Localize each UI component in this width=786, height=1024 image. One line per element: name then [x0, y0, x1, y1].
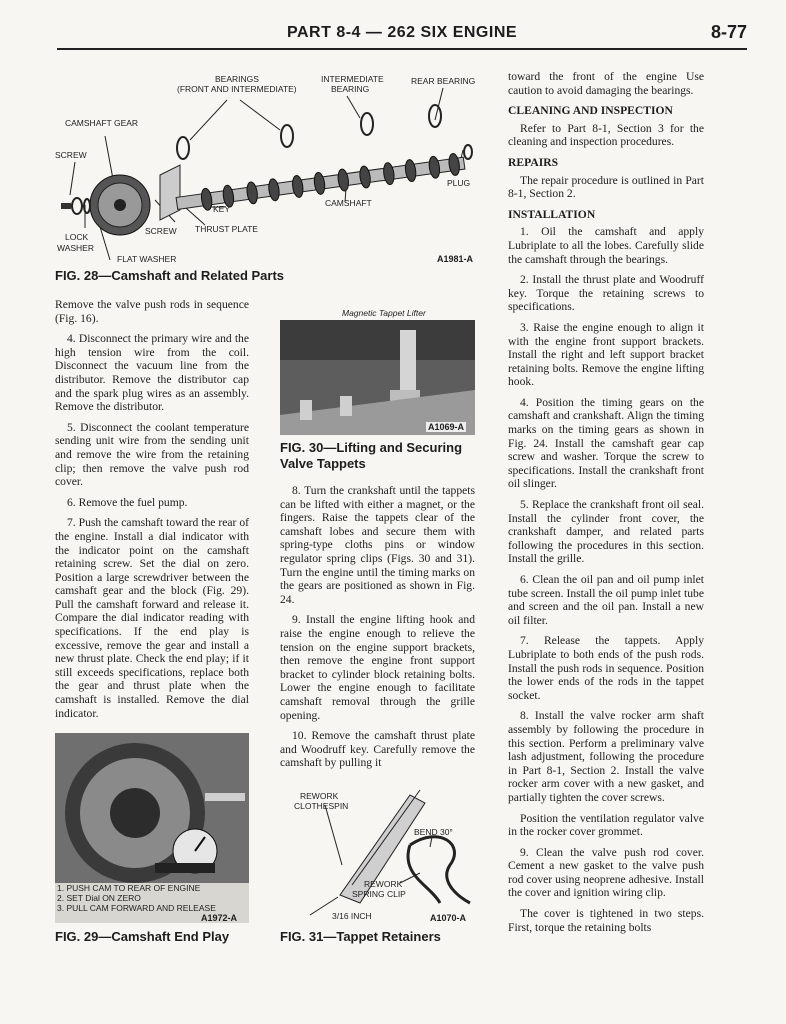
paragraph: 5. Replace the crankshaft front oil seal. Install the cylinder front cover, the crankshaft damper, and related parts following the procedures in this section. Install the grille. — [508, 498, 704, 566]
page-header — [57, 18, 747, 50]
paragraph: 9. Install the engine lifting hook and raise the engine enough to relieve the tension on the engine support brackets, then remove the engine front support bracket to cylinder block retaining bolts. Lower the engine enough to facilitate camshaft removal through the grille opening. — [280, 613, 475, 722]
label-rework: REWORK — [300, 791, 339, 801]
label-inch: 3/16 INCH — [332, 911, 372, 921]
label-washer: WASHER — [57, 243, 94, 253]
left-column — [55, 298, 249, 727]
label-bearings-sub: (FRONT AND INTERMEDIATE) — [177, 84, 297, 94]
label-rework-2: REWORK — [364, 879, 403, 889]
paragraph: 7. Release the tappets. Apply Lubriplate to both ends of the push rods. Install the push rods in sequence. Position the lower ends of the rods in the tappet socket. — [508, 634, 704, 702]
label-rear-bearing: REAR BEARING — [411, 76, 476, 86]
step-1: 1. PUSH CAM TO REAR OF ENGINE — [57, 883, 201, 893]
label-bearings: BEARINGS — [215, 74, 259, 84]
paragraph: Position the ventilation regulator valve in the rocker cover grommet. — [508, 811, 704, 839]
figure-code: A1069-A — [428, 422, 465, 432]
figure-caption-31: FIG. 31—Tappet Retainers — [280, 929, 441, 944]
paragraph: Remove the valve push rods in sequence (Fig. 16). — [55, 298, 249, 325]
paragraph: Refer to Part 8-1, Section 3 for the cleaning and inspection procedures. — [508, 121, 704, 149]
label-screw-2: SCREW — [145, 226, 177, 236]
figure-caption-30: FIG. 30—Lifting and Securing Valve Tappets — [280, 440, 463, 471]
label-screw: SCREW — [55, 150, 87, 160]
step-2: 2. SET Dial ON ZERO — [57, 893, 141, 903]
label-camshaft-gear: CAMSHAFT GEAR — [65, 118, 139, 128]
camshaft-drawing — [55, 70, 485, 268]
step-3: 3. PULL CAM FORWARD AND RELEASE — [57, 903, 216, 913]
paragraph: 6. Remove the fuel pump. — [67, 495, 188, 509]
label-spring-clip: SPRING CLIP — [352, 889, 406, 899]
paragraph: The repair procedure is outlined in Part 8-1, Section 2. — [508, 173, 704, 201]
label-plug: PLUG — [447, 178, 471, 188]
paragraph: 7. Push the camshaft toward the rear of the engine. Install a dial indicator with the indicator point on the camshaft retaining screw. Set the dial on zero. Position a large screwdriver between the camshaft gear and the block (Fig. 29). Pull the camshaft forward and release it. Compare the dial indicator reading with specifications. If the end play is excessive, remove the gear and install a new thrust plate. Check the end play; if it still exceeds specifications, replace both the gear and thrust plate when the camshaft is installed. Remove the dial indicator. — [55, 516, 249, 720]
camshaft-end-play-photo — [55, 733, 249, 923]
middle-column — [280, 484, 475, 777]
page-title: PART 8-4 — 262 SIX ENGINE — [287, 24, 518, 41]
label-bend: BEND 30° — [414, 827, 453, 837]
paragraph: 8. Install the valve rocker arm shaft assembly by following the procedure in this section. Perform a preliminary valve lash adjustment, following the procedure in Part 8-1, Section 2. Install the valve rocker arm cover with a new gasket, and partially tighten the cover screws. — [508, 709, 704, 804]
figure-code: A1070-A — [430, 913, 467, 923]
paragraph: 1. Oil the camshaft and apply Lubriplate to all the lobes. Carefully slide the camshaft through the bearings. — [508, 225, 704, 266]
label-clothespin: CLOTHESPIN — [294, 801, 349, 811]
label-camshaft: CAMSHAFT — [325, 198, 372, 208]
figure-code: A1981-A — [437, 254, 474, 264]
camshaft-illustration — [55, 70, 485, 268]
paragraph: 5. Disconnect the coolant temperature sending unit wire from the sending unit and remove the wire from the retaining clip; then remove the valve push rod cover. — [55, 420, 249, 489]
figure-caption-28: FIG. 28—Camshaft and Related Parts — [55, 268, 285, 283]
tappet-retainers-drawing — [280, 785, 480, 925]
section-heading: INSTALLATION — [508, 207, 596, 221]
figure-code: A1972-A — [201, 913, 238, 923]
label-intermediate-sub: BEARING — [331, 84, 370, 94]
figure-caption-29: FIG. 29—Camshaft End Play — [55, 929, 230, 944]
page-number: 8-77 — [710, 22, 747, 42]
paragraph: 4. Disconnect the primary wire and the high tension wire from the coil. Disconnect the vacuum line from the distributor. Remove the distributor cap and the spark plug wires as an assembly. Remove the distributor. — [55, 332, 249, 414]
section-heading: CLEANING AND INSPECTION — [508, 104, 673, 118]
paragraph: 6. Clean the oil pan and oil pump inlet tube screen. Install the oil pump inlet tube and screen and the oil pan. Install a new oil filter. — [508, 573, 704, 627]
label-magnetic-tappet-lifter: Magnetic Tappet Lifter — [342, 308, 426, 318]
label-flat-washer: FLAT WASHER — [117, 254, 177, 264]
paragraph: toward the front of the engine Use caution to avoid damaging the bearings. — [508, 70, 704, 97]
right-column — [508, 70, 704, 941]
paragraph: 10. Remove the camshaft thrust plate and Woodruff key. Carefully remove the camshaft by pulling it — [280, 729, 475, 770]
paragraph: 9. Clean the valve push rod cover. Cement a new gasket to the valve push rod cover using neoprene adhesive. Install the cover and ignition wiring clip. — [508, 845, 704, 900]
paragraph: 2. Install the thrust plate and Woodruff key. Torque the retaining screws to specifications. — [508, 273, 704, 314]
paragraph: The cover is tightened in two steps. First, torque the retaining bolts — [508, 907, 704, 934]
section-heading: REPAIRS — [508, 155, 559, 169]
tappet-lifter-drawing — [280, 320, 475, 435]
label-lock: LOCK — [65, 232, 89, 242]
tappet-lifter-photo — [280, 320, 475, 435]
label-thrust-plate: THRUST PLATE — [195, 224, 258, 234]
paragraph: 8. Turn the crankshaft until the tappets can be lifted with either a magnet, or the fingers. Raise the tappets clear of the camshaft lobes and secure them with spring-type cloths pins or window regulator spring clips (Figs. 30 and 31). Turn the engine until the timing marks on the gears are positioned as shown in Fig. 24. — [280, 484, 475, 606]
dial-indicator-drawing — [55, 733, 249, 883]
paragraph: 4. Position the timing gears on the camshaft and crankshaft. Align the timing marks on the timing gears as shown in Fig. 24. Install the camshaft gear cap screw and washer. Torque the screw to specifications. Install the crankshaft front oil slinger. — [508, 395, 704, 491]
paragraph: 3. Raise the engine enough to align it with the engine front support brackets. Install the right and left support bracket retaining bolts. Remove the engine lifting hook. — [508, 320, 704, 389]
label-key: KEY — [213, 204, 231, 214]
label-intermediate: INTERMEDIATE — [321, 74, 384, 84]
